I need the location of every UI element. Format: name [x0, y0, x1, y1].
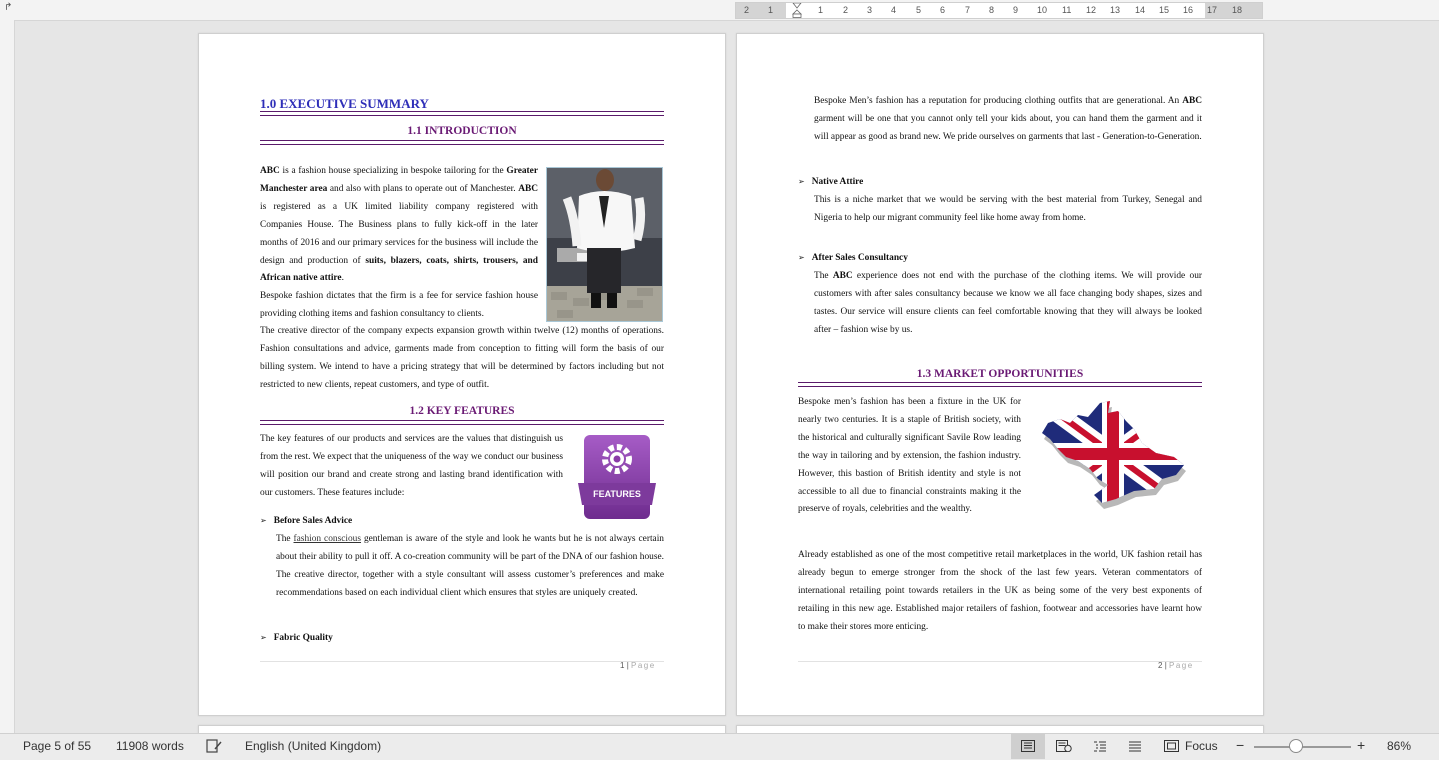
features-badge-icon — [578, 433, 658, 525]
focus-mode-icon[interactable] — [1164, 740, 1179, 752]
ruler-tick: 18 — [1232, 5, 1243, 15]
proofing-icon[interactable] — [206, 739, 222, 753]
uk-flag-map-icon — [1038, 399, 1188, 509]
ruler-tick: 12 — [1086, 5, 1097, 15]
ruler-tick: 7 — [965, 5, 971, 15]
ruler-tick: 1 — [768, 5, 774, 15]
ruler-tick: 16 — [1183, 5, 1194, 15]
bullet-fabric-quality: ➢ Fabric Quality — [260, 633, 333, 643]
document-page-2[interactable] — [736, 33, 1264, 716]
ruler-tick: 2 — [843, 5, 849, 15]
native-attire-paragraph: This is a niche market that we would be serving with the best material from Turkey, Senegal and Nigeria to help our migrant community feel like home away from home. — [814, 195, 1202, 223]
indent-marker-icon[interactable] — [792, 3, 802, 18]
features-badge-label: FEATURES — [593, 489, 641, 499]
heading-key-features: 1.2 KEY FEATURES — [409, 405, 515, 417]
bullet-after-sales-consultancy: ➢ After Sales Consultancy — [798, 253, 908, 263]
tab-selector-icon[interactable]: ↱ — [4, 2, 13, 13]
horizontal-ruler[interactable] — [735, 2, 1263, 19]
arrow-bullet-icon: ➢ — [260, 633, 267, 642]
ruler-tick: 3 — [867, 5, 873, 15]
zoom-in-button[interactable]: + — [1357, 737, 1366, 753]
bullet-native-attire: ➢ Native Attire — [798, 177, 864, 187]
ruler-tick: 13 — [1110, 5, 1121, 15]
ruler-tick: 14 — [1135, 5, 1146, 15]
document-page-1[interactable] — [198, 33, 726, 716]
ruler-tick: 5 — [916, 5, 922, 15]
heading-rule — [260, 420, 664, 425]
arrow-bullet-icon: ➢ — [260, 516, 267, 525]
language-status[interactable]: English (United Kingdom) — [245, 739, 382, 753]
draft-view-icon[interactable] — [1128, 740, 1142, 752]
market-paragraph-2: Already established as one of the most competitive retail marketplaces in the world, UK fashion retail has already begun to emerge stronger from the shock of the last few years. Veteran commentators of international retailing point towards retailers in the UK as being some of the very best exponents of retailing in this new age. Established major retailers of fashion, footwear and accessories have learnt how to make their stores more enticing. — [798, 550, 1202, 632]
status-bar — [0, 733, 1439, 760]
ruler-tick: 2 — [744, 5, 750, 15]
zoom-out-button[interactable]: − — [1236, 737, 1245, 753]
ruler-tick: 6 — [940, 5, 946, 15]
ruler-tick: 11 — [1062, 5, 1072, 15]
intro-paragraph-2: Bespoke fashion dictates that the firm is a fee for service fashion house providing clothing items and fashion consultancy to clients. — [260, 291, 538, 319]
top-ruler-bar — [0, 0, 1439, 21]
focus-mode-label[interactable]: Focus — [1185, 739, 1218, 753]
word-count-status[interactable]: 11908 words — [116, 739, 184, 753]
zoom-level[interactable]: 86% — [1387, 739, 1412, 753]
heading-rule — [260, 111, 664, 116]
arrow-bullet-icon: ➢ — [798, 253, 805, 262]
ruler-tick: 15 — [1159, 5, 1170, 15]
before-sales-paragraph: The fashion conscious gentleman is aware of the style and look he wants but he is not always certain about their ability to pull it off. A co-creation community will be part of the DNA of our fashion house. The creative director, together with a style consultant will assess customer’s preferences and make recommendations based on each individual client which ensures that styles are uniquely created. — [276, 534, 664, 598]
heading-market-opportunities: 1.3 MARKET OPPORTUNITIES — [916, 368, 1084, 380]
heading-rule — [260, 140, 664, 145]
left-ruler-strip — [0, 20, 15, 733]
after-sales-paragraph: The ABC experience does not end with the purchase of the clothing items. We will provide our customers with after sales consultancy because we know we all face changing body shapes, sizes and tastes. Our service will ensure clients can feel comfortable knowing that they will always be looked after – fashion wise by us. — [814, 271, 1202, 335]
page-number-footer: 2 | Page — [1158, 661, 1194, 670]
generational-paragraph: Bespoke Men’s fashion has a reputation for producing clothing outfits that are generational. An ABC garment will be one that you cannot only tell your kids about, you can hand them the garment and it will appear as good as brand new. We pride ourselves on garments that last - Generation-to-Generation. — [814, 96, 1202, 142]
market-paragraph-1: Bespoke men’s fashion has been a fixture in the UK for nearly two centuries. It is a staple of British society, with the historical and culturally significant Savile Row leading the way in tailoring and by extension, the fashion industry. However, this bastion of British identity and style is not accessible to all due to financial constraints making it the preserve of royals, celebrities and the wealthy. — [798, 397, 1021, 515]
print-layout-view-icon[interactable] — [1021, 740, 1035, 752]
tailored-suit-photo[interactable] — [546, 167, 663, 322]
outline-view-icon[interactable] — [1093, 740, 1107, 752]
intro-paragraph-3: The creative director of the company expects expansion growth within twelve (12) months of operations. Fashion consultations and advice, garments made from conception to fitting will form the basis of our billing system. We intend to have a pricing strategy that will be determined by factors including but not restricted to new clients, repeat customers, and type of outfit. — [260, 326, 664, 390]
page-count-status[interactable]: Page 5 of 55 — [23, 739, 92, 753]
arrow-bullet-icon: ➢ — [798, 177, 805, 186]
web-layout-view-icon[interactable] — [1056, 740, 1072, 752]
ruler-tick: 4 — [891, 5, 897, 15]
fashion-conscious-link[interactable]: fashion conscious — [293, 534, 362, 544]
heading-introduction: 1.1 INTRODUCTION — [407, 125, 517, 137]
features-paragraph: The key features of our products and services are the values that distinguish us from the rest. We expect that the uniqueness of the way we conduct our business will position our brand and create strong and lasting brand identification with our customers. These features include: — [260, 434, 563, 498]
intro-paragraph-1: ABC is a fashion house specializing in bespoke tailoring for the Greater Manchester area and also with plans to operate out of Manchester. ABC is registered as a UK limited liability company registered with Companies House. The Business plans to fully kick-off in the later months of 2016 and our primary services for the business will include the design and production of suits, blazers, coats, shirts, trousers, and African native attire. — [260, 166, 538, 284]
page-number-footer: 1 | Page — [620, 661, 656, 670]
zoom-slider-thumb[interactable] — [1289, 739, 1303, 753]
ruler-tick: 1 — [818, 5, 824, 15]
heading-executive-summary: 1.0 EXECUTIVE SUMMARY — [260, 96, 429, 111]
bullet-before-sales-advice: ➢ Before Sales Advice — [260, 516, 353, 526]
ruler-tick: 10 — [1037, 5, 1048, 15]
ruler-tick: 8 — [989, 5, 995, 15]
footer-line — [260, 661, 664, 662]
ruler-tick: 9 — [1013, 5, 1019, 15]
ruler-tick: 17 — [1207, 5, 1218, 15]
footer-line — [798, 661, 1202, 662]
heading-rule — [798, 382, 1202, 387]
